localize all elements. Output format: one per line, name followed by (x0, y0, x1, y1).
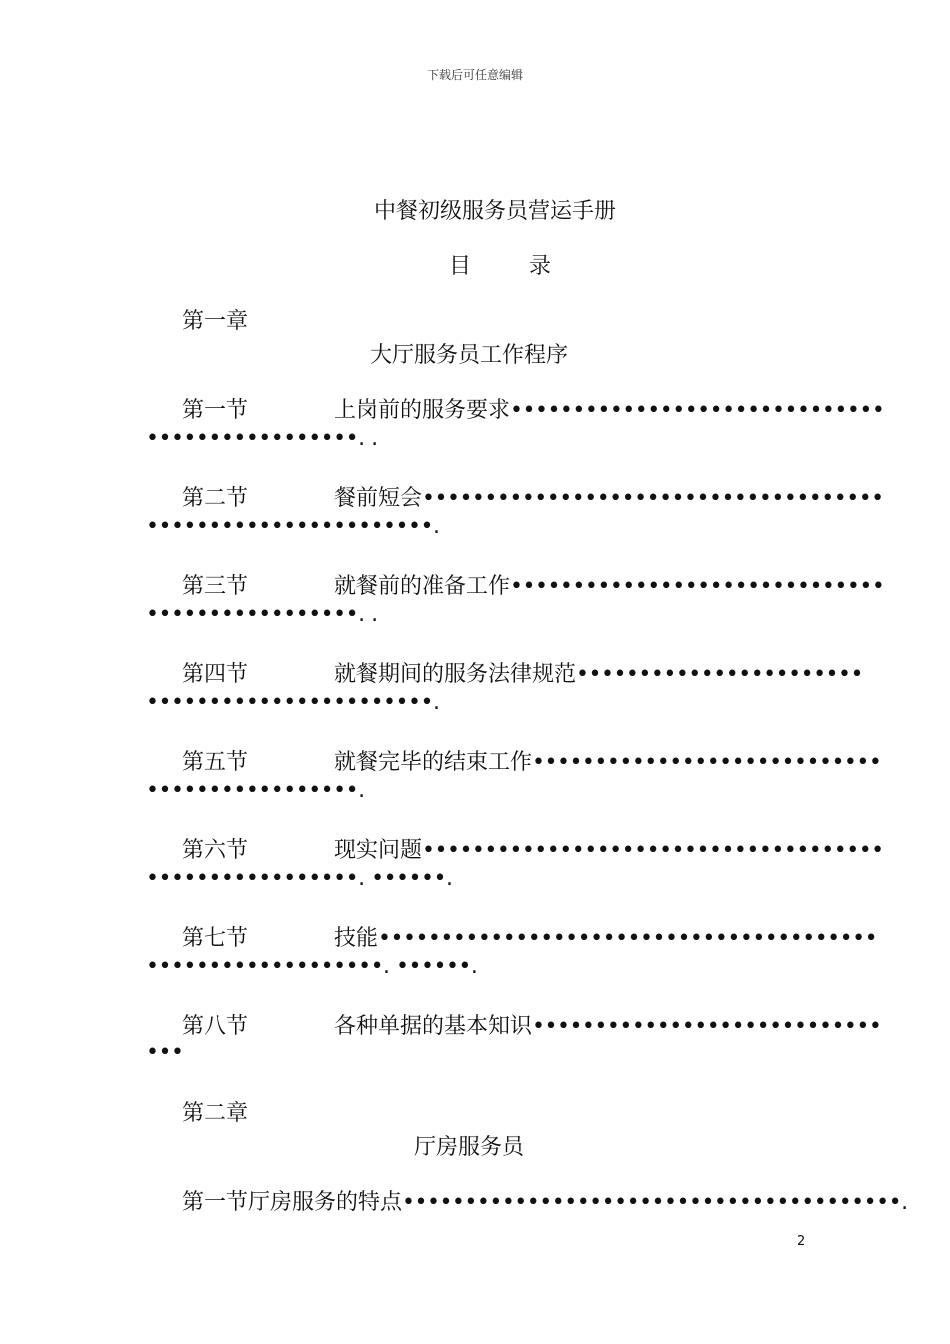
document-title: 中餐初级服务员营运手册 (373, 199, 616, 224)
leader-dots-continued: ••• (146, 1040, 184, 1065)
header-note: 下载后可任意编辑 (426, 68, 523, 82)
leader-dots: ••••••••••••••••••••••• (576, 662, 863, 687)
toc-heading-char-2: 录 (529, 254, 552, 279)
toc-entry[interactable] (182, 393, 884, 424)
section-title: 上岗前的服务要求 (334, 398, 511, 423)
chapter-label: 第二章 (182, 1101, 249, 1126)
page-number: 2 (797, 1234, 806, 1249)
toc-entry[interactable] (182, 481, 884, 512)
toc-entry[interactable] (182, 657, 863, 688)
section-title: 就餐前的准备工作 (334, 574, 511, 599)
toc-entry[interactable] (182, 1009, 881, 1040)
leader-dots: ••••••••••••••••••••••••••••••••••••••••. (402, 1190, 908, 1215)
section-title: 第一节厅房服务的特点 (182, 1190, 403, 1215)
toc-entry[interactable] (182, 1185, 908, 1216)
leader-dots: •••••••••••••••••••••••••••••••••••••••• (378, 926, 878, 951)
section-label: 第二节 (182, 486, 249, 511)
leader-dots-continued: •••••••••••••••••••••••. (146, 690, 440, 715)
chapter-title: 大厅服务员工作程序 (369, 343, 568, 368)
leader-dots-continued: •••••••••••••••••. . (146, 426, 378, 451)
section-label: 第一节 (182, 398, 249, 423)
toc-heading (0, 249, 950, 280)
leader-dots-continued: •••••••••••••••••. ••••••. (146, 866, 453, 891)
toc-heading-char-1: 目 (448, 254, 471, 279)
toc-entry[interactable] (182, 745, 881, 776)
leader-dots: ••••••••••••••••••••••••••••••••••••• (422, 486, 884, 511)
leader-dots: •••••••••••••••••••••••••••• (532, 1014, 882, 1039)
leader-dots-continued: •••••••••••••••••••••••. (146, 514, 440, 539)
leader-dots: •••••••••••••••••••••••••••••• (510, 398, 885, 423)
section-label: 第七节 (182, 926, 249, 951)
section-title: 餐前短会 (334, 486, 423, 511)
leader-dots-continued: •••••••••••••••••. (146, 778, 365, 803)
toc-entry[interactable] (182, 833, 884, 864)
leader-dots: ••••••••••••••••••••••••••••••••••••• (422, 838, 884, 863)
section-title: 现实问题 (334, 838, 423, 863)
section-label: 第五节 (182, 750, 249, 775)
toc-entry[interactable] (182, 569, 884, 600)
toc-entry[interactable] (182, 921, 877, 952)
section-label: 第八节 (182, 1014, 249, 1039)
section-label: 第三节 (182, 574, 249, 599)
section-title: 就餐完毕的结束工作 (334, 750, 533, 775)
leader-dots-continued: •••••••••••••••••••. ••••••. (146, 954, 478, 979)
leader-dots-continued: •••••••••••••••••. . (146, 602, 378, 627)
leader-dots: •••••••••••••••••••••••••••••• (510, 574, 885, 599)
section-label: 第六节 (182, 838, 249, 863)
section-label: 第四节 (182, 662, 249, 687)
chapter-label: 第一章 (182, 309, 249, 334)
leader-dots: •••••••••••••••••••••••••••• (532, 750, 882, 775)
section-title: 就餐期间的服务法律规范 (334, 662, 577, 687)
chapter-title: 厅房服务员 (413, 1135, 524, 1160)
section-title: 各种单据的基本知识 (334, 1014, 533, 1039)
section-title: 技能 (334, 926, 379, 951)
